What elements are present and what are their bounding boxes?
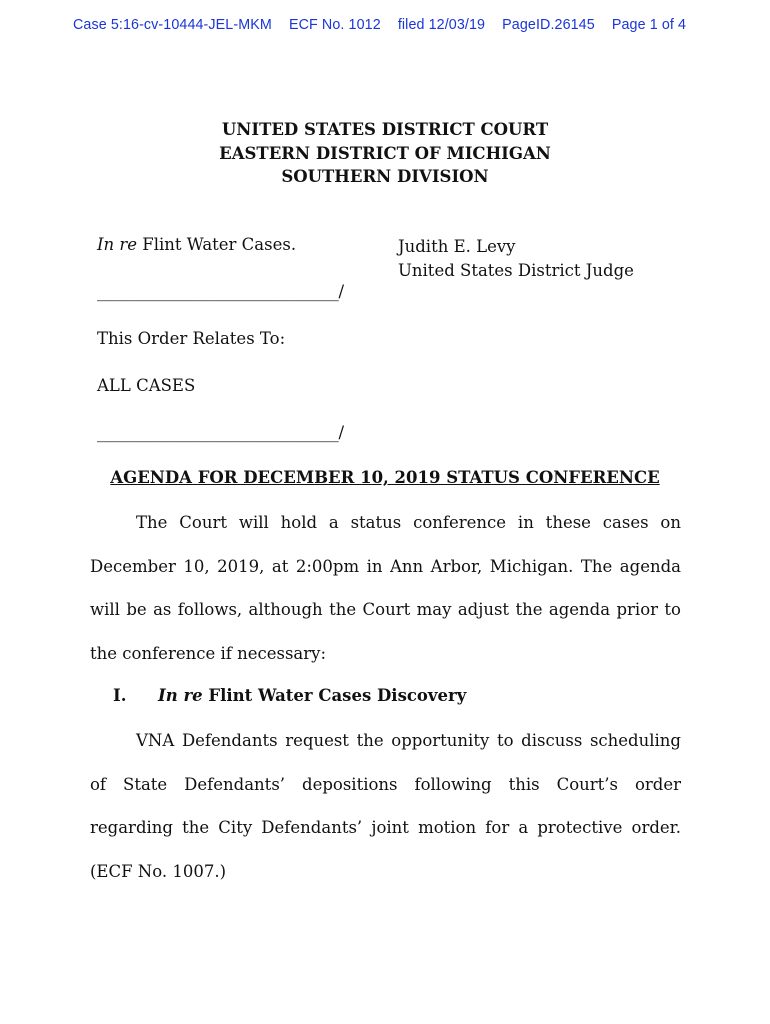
court-heading	[0, 118, 770, 189]
judge-block	[398, 235, 634, 282]
page-count: Page 1 of 4	[611, 17, 687, 33]
court-name: UNITED STATES DISTRICT COURT	[221, 120, 549, 139]
filed-date: filed 12/03/19	[397, 17, 486, 33]
in-re-italic: In re	[97, 235, 138, 254]
section-1-in-re: In re	[158, 686, 203, 705]
case-number: Case 5:16-cv-10444-JEL-MKM	[73, 17, 272, 33]
section-1-number: I.	[113, 686, 127, 705]
case-caption	[97, 235, 296, 254]
agenda-title: AGENDA FOR DECEMBER 10, 2019 STATUS CONFERENCE	[110, 468, 660, 487]
ecf-filing-header	[73, 17, 686, 33]
section-1-title: Flint Water Cases Discovery	[202, 686, 467, 705]
judge-name: Judith E. Levy	[398, 237, 516, 256]
section-1-body	[90, 719, 681, 893]
court-district: EASTERN DISTRICT OF MICHIGAN	[219, 143, 551, 163]
intro-paragraph-text: The Court will hold a status conference in these cases on December 10, 2019, at 2:00pm in Ann Arbor, Michigan. The agenda will be as follows, although the Court may adjust the agenda prior to the conference if necessary:	[90, 513, 681, 663]
judge-title: United States District Judge	[398, 260, 634, 280]
case-name: Flint Water Cases.	[137, 235, 297, 254]
ecf-number: ECF No. 1012	[288, 17, 381, 33]
court-division: SOUTHERN DIVISION	[281, 167, 489, 186]
section-1-heading	[113, 686, 466, 705]
all-cases-label: ALL CASES	[97, 376, 196, 395]
caption-rule-2: ______________________________/	[97, 423, 344, 442]
relates-to-label: This Order Relates To:	[97, 329, 286, 348]
page-id: PageID.26145	[502, 17, 595, 33]
intro-paragraph	[90, 501, 681, 675]
section-1-paragraph: VNA Defendants request the opportunity to discuss scheduling of State Defendants’ depositions following this Court’s order regarding the City Defendants’ joint motion for a protective order. (ECF No. 1007.)	[90, 731, 681, 881]
caption-rule-1: ______________________________/	[97, 282, 344, 301]
